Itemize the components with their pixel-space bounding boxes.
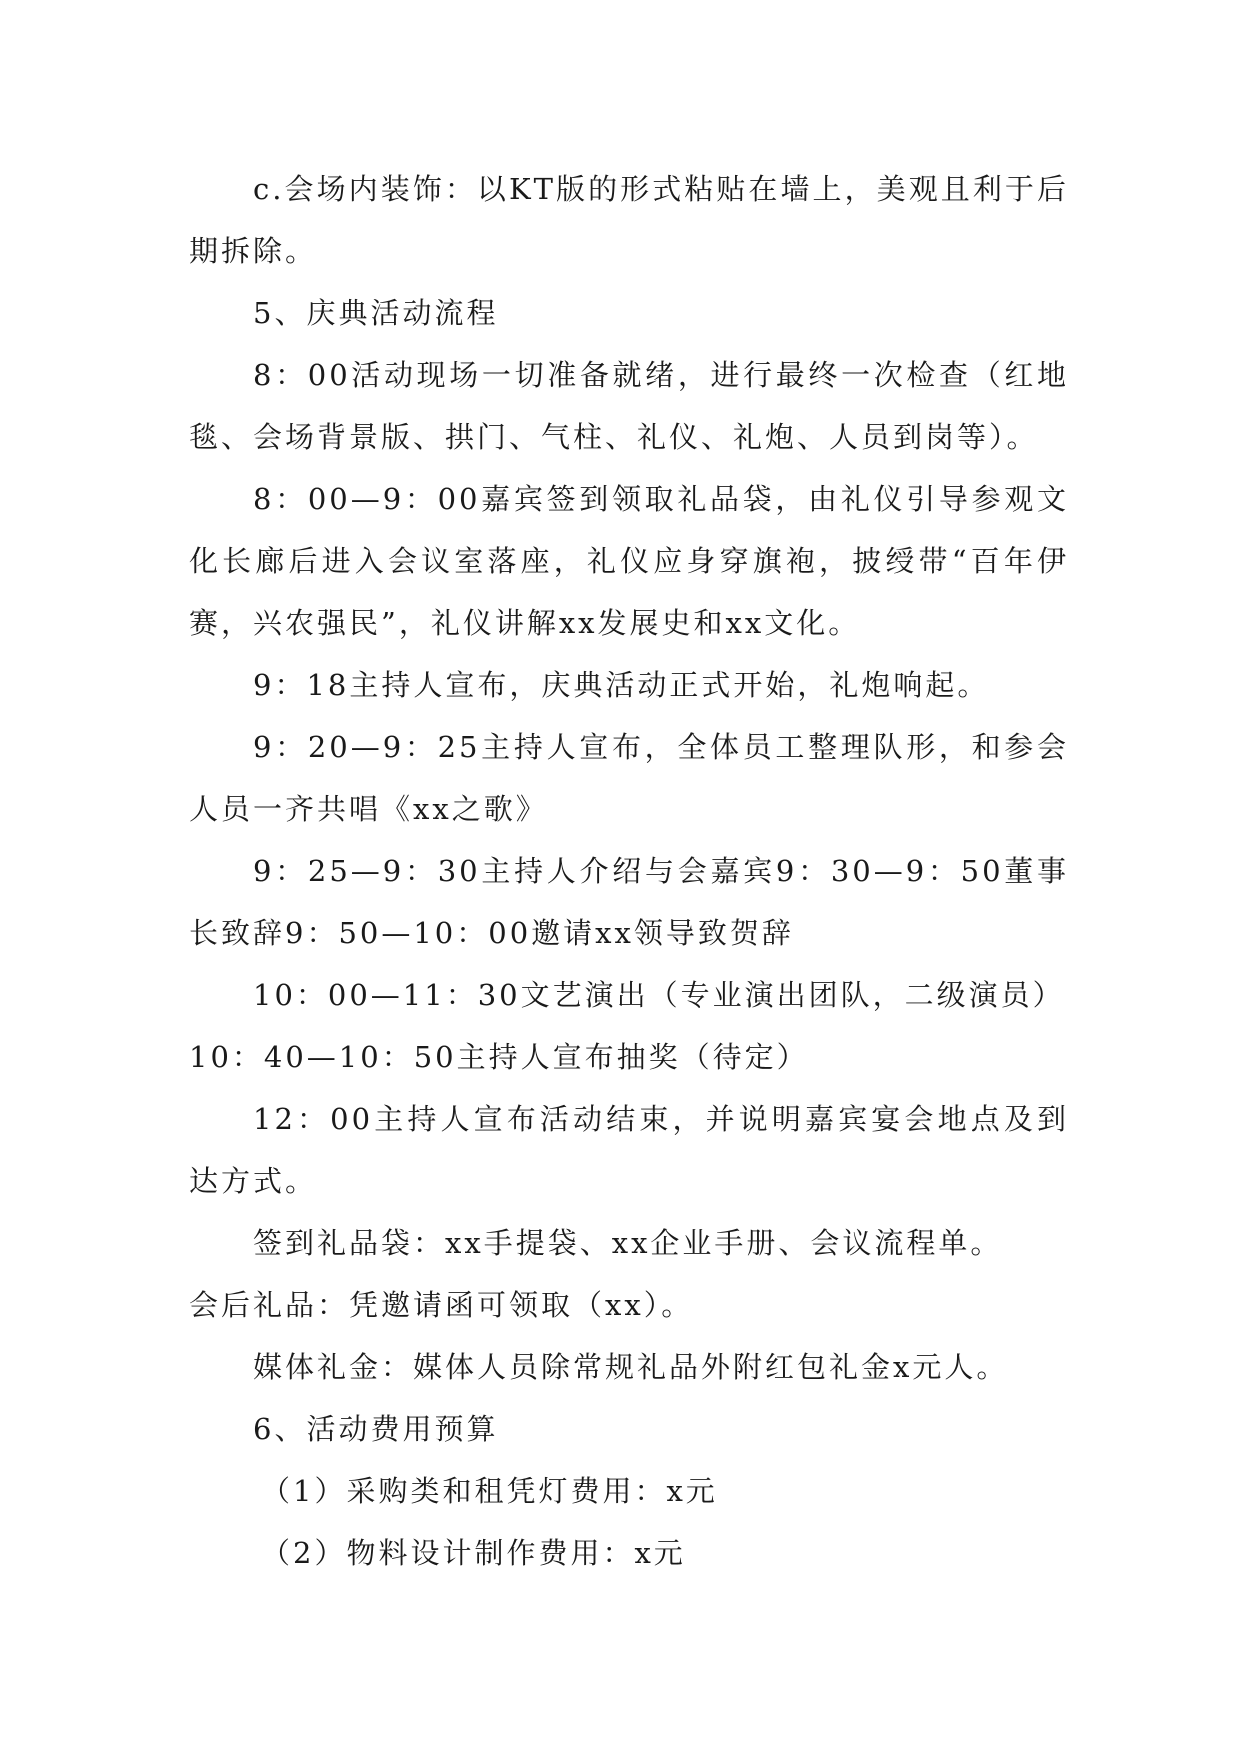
paragraph-schedule-1040-1050: 10：40—10：50主持人宣布抽奖（待定） bbox=[189, 1040, 809, 1074]
paragraph-schedule-1200: 12：00主持人宣布活动结束，并说明嘉宾宴会地点及到达方式。 bbox=[189, 1102, 1069, 1198]
paragraph-schedule-0918: 9：18主持人宣布，庆典活动正式开始，礼炮响起。 bbox=[253, 668, 990, 702]
paragraph-schedule-0800-0900: 8：00—9：00嘉宾签到领取礼品袋，由礼仪引导参观文化长廊后进入会议室落座，礼仪应身穿旗袍，披绶带“百年伊赛，兴农强民”，礼仪讲解xx发展史和xx文化。 bbox=[189, 482, 1069, 640]
paragraph-venue-decoration: c.会场内装饰：以KT版的形式粘贴在墙上，美观且利于后期拆除。 bbox=[189, 172, 1069, 268]
paragraph-schedule-0920-0925: 9：20—9：25主持人宣布，全体员工整理队形，和参会人员一齐共唱《xx之歌》 bbox=[189, 730, 1069, 826]
paragraph-schedule-0800: 8：00活动现场一切准备就绪，进行最终一次检查（红地毯、会场背景版、拱门、气柱、礼仪、礼炮、人员到岗等）。 bbox=[189, 358, 1069, 454]
paragraph-post-meeting-gift: 会后礼品：凭邀请函可领取（xx）。 bbox=[189, 1288, 694, 1322]
paragraph-schedule-0925-1000: 9：25—9：30主持人介绍与会嘉宾9：30—9：50董事长致辞9：50—10：00邀请xx领导致贺辞 bbox=[189, 854, 1069, 950]
paragraph-media-gift: 媒体礼金：媒体人员除常规礼品外附红包礼金x元人。 bbox=[253, 1350, 1009, 1384]
budget-item-1: （1）采购类和租凭灯费用：x元 bbox=[261, 1474, 718, 1508]
paragraph-schedule-1000-1130: 10：00—11：30文艺演出（专业演出团队，二级演员） bbox=[253, 978, 1065, 1012]
paragraph-signin-gift-bag: 签到礼品袋：xx手提袋、xx企业手册、会议流程单。 bbox=[253, 1226, 1003, 1260]
section-heading-budget: 6、活动费用预算 bbox=[253, 1412, 499, 1446]
section-heading-ceremony-flow: 5、庆典活动流程 bbox=[253, 296, 499, 330]
document-body bbox=[189, 158, 1069, 1584]
budget-item-2: （2）物料设计制作费用：x元 bbox=[261, 1536, 686, 1570]
